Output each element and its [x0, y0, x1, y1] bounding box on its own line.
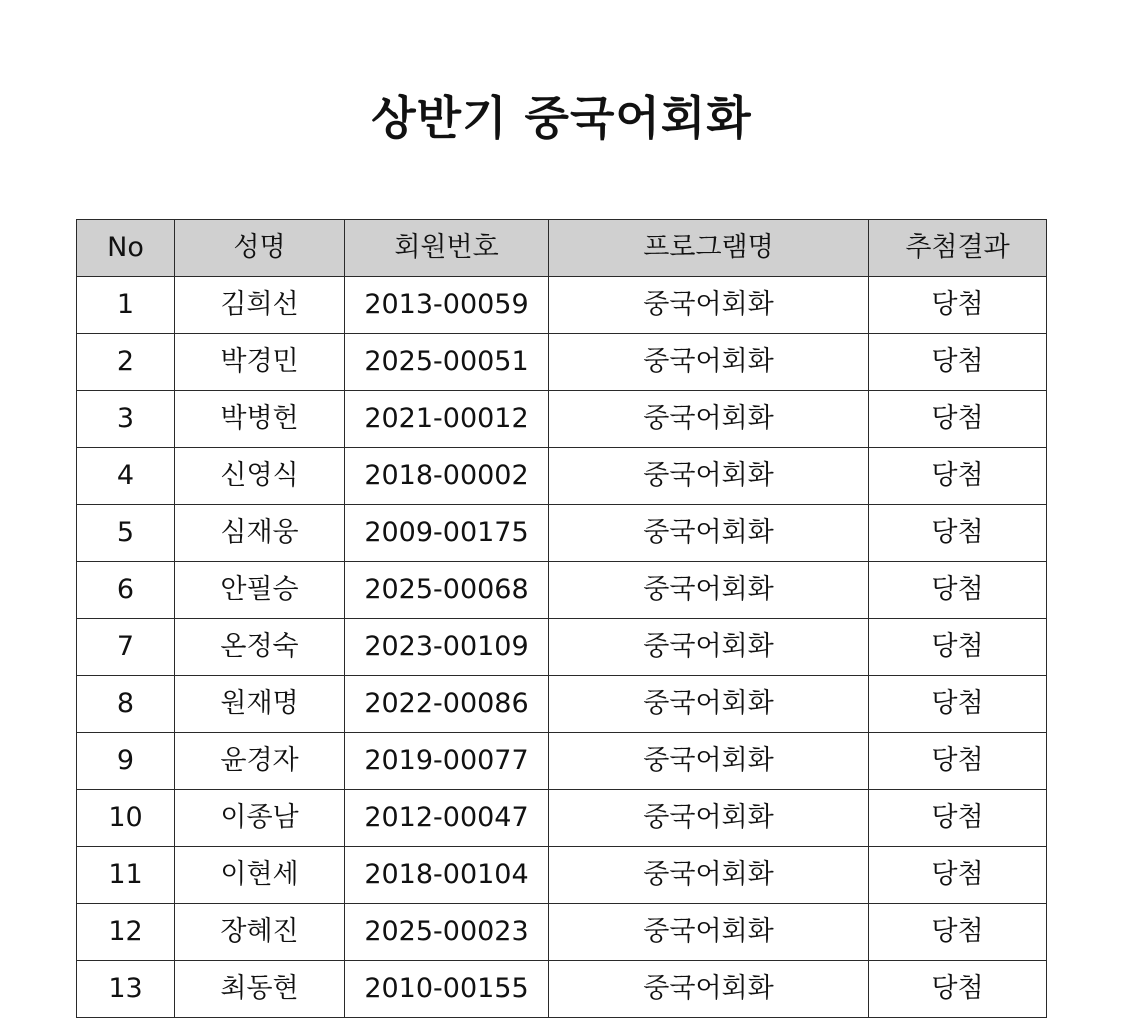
cell-draw-result: 당첨: [869, 334, 1047, 391]
header-program-name: 프로그램명: [549, 220, 869, 277]
table-row: [77, 619, 1047, 676]
table-row: [77, 733, 1047, 790]
cell-name: 이종남: [175, 790, 345, 847]
cell-program-name: 중국어회화: [549, 334, 869, 391]
cell-no: 7: [77, 619, 175, 676]
cell-member-number: 2009-00175: [345, 505, 549, 562]
cell-name: 온정숙: [175, 619, 345, 676]
cell-program-name: 중국어회화: [549, 961, 869, 1018]
cell-member-number: 2025-00068: [345, 562, 549, 619]
header-name: 성명: [175, 220, 345, 277]
cell-no: 4: [77, 448, 175, 505]
table-row: [77, 904, 1047, 961]
cell-no: 3: [77, 391, 175, 448]
cell-name: 김희선: [175, 277, 345, 334]
table-row: [77, 448, 1047, 505]
cell-draw-result: 당첨: [869, 277, 1047, 334]
table-row: [77, 277, 1047, 334]
cell-no: 1: [77, 277, 175, 334]
cell-member-number: 2025-00023: [345, 904, 549, 961]
table-row: [77, 505, 1047, 562]
cell-draw-result: 당첨: [869, 904, 1047, 961]
header-no: No: [77, 220, 175, 277]
table-row: [77, 847, 1047, 904]
cell-name: 이현세: [175, 847, 345, 904]
cell-program-name: 중국어회화: [549, 277, 869, 334]
table-body: [77, 277, 1047, 1018]
cell-no: 8: [77, 676, 175, 733]
table-row: [77, 961, 1047, 1018]
cell-no: 13: [77, 961, 175, 1018]
cell-program-name: 중국어회화: [549, 733, 869, 790]
cell-member-number: 2010-00155: [345, 961, 549, 1018]
cell-program-name: 중국어회화: [549, 904, 869, 961]
cell-draw-result: 당첨: [869, 448, 1047, 505]
cell-draw-result: 당첨: [869, 790, 1047, 847]
cell-name: 심재웅: [175, 505, 345, 562]
page-title: 상반기 중국어회화: [371, 91, 752, 145]
cell-name: 안필승: [175, 562, 345, 619]
cell-program-name: 중국어회화: [549, 562, 869, 619]
cell-no: 6: [77, 562, 175, 619]
table-row: [77, 676, 1047, 733]
cell-no: 2: [77, 334, 175, 391]
cell-member-number: 2021-00012: [345, 391, 549, 448]
header-draw-result: 추첨결과: [869, 220, 1047, 277]
cell-draw-result: 당첨: [869, 733, 1047, 790]
cell-member-number: 2023-00109: [345, 619, 549, 676]
cell-program-name: 중국어회화: [549, 676, 869, 733]
cell-draw-result: 당첨: [869, 676, 1047, 733]
cell-member-number: 2012-00047: [345, 790, 549, 847]
cell-member-number: 2022-00086: [345, 676, 549, 733]
cell-member-number: 2018-00104: [345, 847, 549, 904]
cell-name: 원재명: [175, 676, 345, 733]
cell-name: 박경민: [175, 334, 345, 391]
table-row: [77, 391, 1047, 448]
cell-program-name: 중국어회화: [549, 391, 869, 448]
cell-name: 신영식: [175, 448, 345, 505]
table-row: [77, 334, 1047, 391]
cell-no: 11: [77, 847, 175, 904]
table-header-row: [77, 220, 1047, 277]
cell-draw-result: 당첨: [869, 847, 1047, 904]
table-row: [77, 790, 1047, 847]
cell-no: 5: [77, 505, 175, 562]
cell-member-number: 2013-00059: [345, 277, 549, 334]
cell-member-number: 2019-00077: [345, 733, 549, 790]
cell-draw-result: 당첨: [869, 391, 1047, 448]
cell-name: 최동현: [175, 961, 345, 1018]
cell-program-name: 중국어회화: [549, 790, 869, 847]
cell-program-name: 중국어회화: [549, 847, 869, 904]
cell-draw-result: 당첨: [869, 619, 1047, 676]
cell-name: 박병헌: [175, 391, 345, 448]
cell-member-number: 2025-00051: [345, 334, 549, 391]
cell-program-name: 중국어회화: [549, 619, 869, 676]
cell-no: 9: [77, 733, 175, 790]
header-member-number: 회원번호: [345, 220, 549, 277]
cell-no: 12: [77, 904, 175, 961]
cell-no: 10: [77, 790, 175, 847]
cell-member-number: 2018-00002: [345, 448, 549, 505]
cell-draw-result: 당첨: [869, 961, 1047, 1018]
lottery-results-table: [76, 219, 1047, 1018]
cell-draw-result: 당첨: [869, 505, 1047, 562]
cell-draw-result: 당첨: [869, 562, 1047, 619]
table-row: [77, 562, 1047, 619]
cell-program-name: 중국어회화: [549, 448, 869, 505]
cell-program-name: 중국어회화: [549, 505, 869, 562]
cell-name: 장혜진: [175, 904, 345, 961]
cell-name: 윤경자: [175, 733, 345, 790]
